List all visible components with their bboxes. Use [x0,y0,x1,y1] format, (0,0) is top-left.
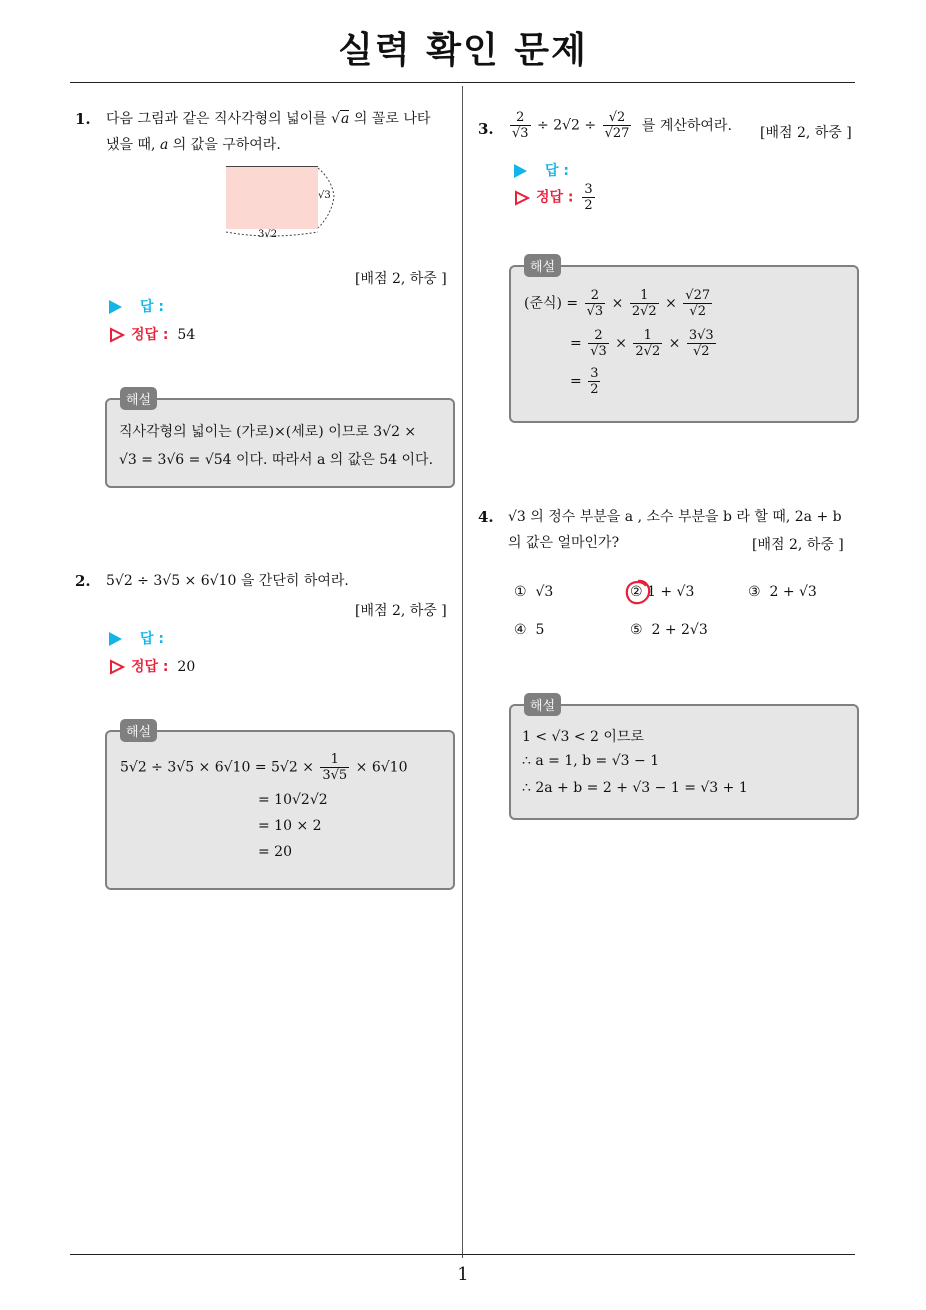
q3-explain-tag: 해설 [524,254,561,277]
title-rule [70,82,855,83]
q1-correct-line: 정답 : 54 [109,324,195,344]
q3-solution-line2: = $\frac{2}{√3}$ × $\frac{1}{2√2}$ × $\frac{3√3}{√2}$ [570,328,714,359]
selected-circle-mark-icon [624,578,652,606]
q4-solution-line1: 1 < √3 < 2 이므로 [522,729,644,745]
q1-figure-braces [220,160,350,245]
q1-explain-box: 직사각형의 넓이는 (가로)×(세로) 이므로 3√2 × √3 = 3√6 = √54 이다. 따라서 a 의 값은 54 이다. [105,398,455,488]
q3-expression: $\frac{2}{√3}$ ÷ 2√2 ÷ $\frac{√2}{√27}$ 를 계산하여라. [512,110,732,141]
q4-number: 4. [478,508,494,526]
q4-option-3[interactable]: ③ 2 + √3 [748,584,817,600]
q3-answer-line: 답 : [514,160,569,180]
q1-answer-line: 답 : [109,296,164,316]
q1-fig-side-label: √3 [318,190,331,201]
q4-option-4[interactable]: ④ 5 [514,622,545,638]
q2-solution-line1: 5√2 ÷ 3√5 × 6√10 = 5√2 × $\frac{1}{3√5}$ × 6√10 [120,752,408,783]
q3-number: 3. [478,120,494,138]
q1-text: 다음 그림과 같은 직사각형의 넓이를 √a 의 꼴로 나타 냈을 때, a 의 값을 구하여라. [106,111,431,153]
column-divider [462,86,463,1258]
q2-answer-line: 답 : [109,628,164,648]
q2-text: 5√2 ÷ 3√5 × 6√10 을 간단히 하여라. [106,573,349,589]
page-title: 실력 확인 문제 [338,30,588,71]
q3-points: [배점 2, 하중 ] [760,125,852,141]
q1-fig-bottom-label: 3√2 [258,229,278,240]
outline-triangle-icon [514,190,530,206]
q2-solution-line4: = 20 [258,844,292,860]
q4-text: √3 의 정수 부분을 a , 소수 부분을 b 라 할 때, 2a + b 의 값은 얼마인가? [508,509,842,551]
q2-solution-line2: = 10√2√2 [258,792,328,808]
q2-correct-line: 정답 : 20 [109,656,195,676]
play-icon [514,164,527,178]
footer-rule [70,1254,855,1255]
outline-triangle-icon [109,327,125,343]
q4-option-5[interactable]: ⑤ 2 + 2√3 [630,622,708,638]
q2-solution-line3: = 10 × 2 [258,818,322,834]
q4-points: [배점 2, 하중 ] [752,537,844,553]
q4-solution-line3: ∴ 2a + b = 2 + √3 − 1 = √3 + 1 [522,780,748,796]
q4-option-1[interactable]: ① √3 [514,584,554,600]
q1-explain-tag: 해설 [120,387,157,410]
play-icon [109,632,122,646]
q4-solution-line2: ∴ a = 1, b = √3 − 1 [522,753,660,769]
q2-number: 2. [75,572,91,590]
q3-solution-line3: = $\frac{3}{2}$ [570,366,599,397]
q3-correct-line: 정답 : $\frac{3}{2}$ [514,182,597,213]
page-number: 1 [457,1264,469,1285]
q2-points: [배점 2, 하중 ] [355,603,447,619]
q2-explain-tag: 해설 [120,719,157,742]
outline-triangle-icon [109,659,125,675]
play-icon [109,300,122,314]
q4-explain-tag: 해설 [524,693,561,716]
q1-points: [배점 2, 하중 ] [355,271,447,287]
q3-solution-line1: (준식) = $\frac{2}{√3}$ × $\frac{1}{2√2}$ × $\frac{√27}{√2}$ [524,288,711,319]
q1-number: 1. [75,110,91,128]
q4-option-2[interactable]: ② 1 + √3 [630,584,695,600]
